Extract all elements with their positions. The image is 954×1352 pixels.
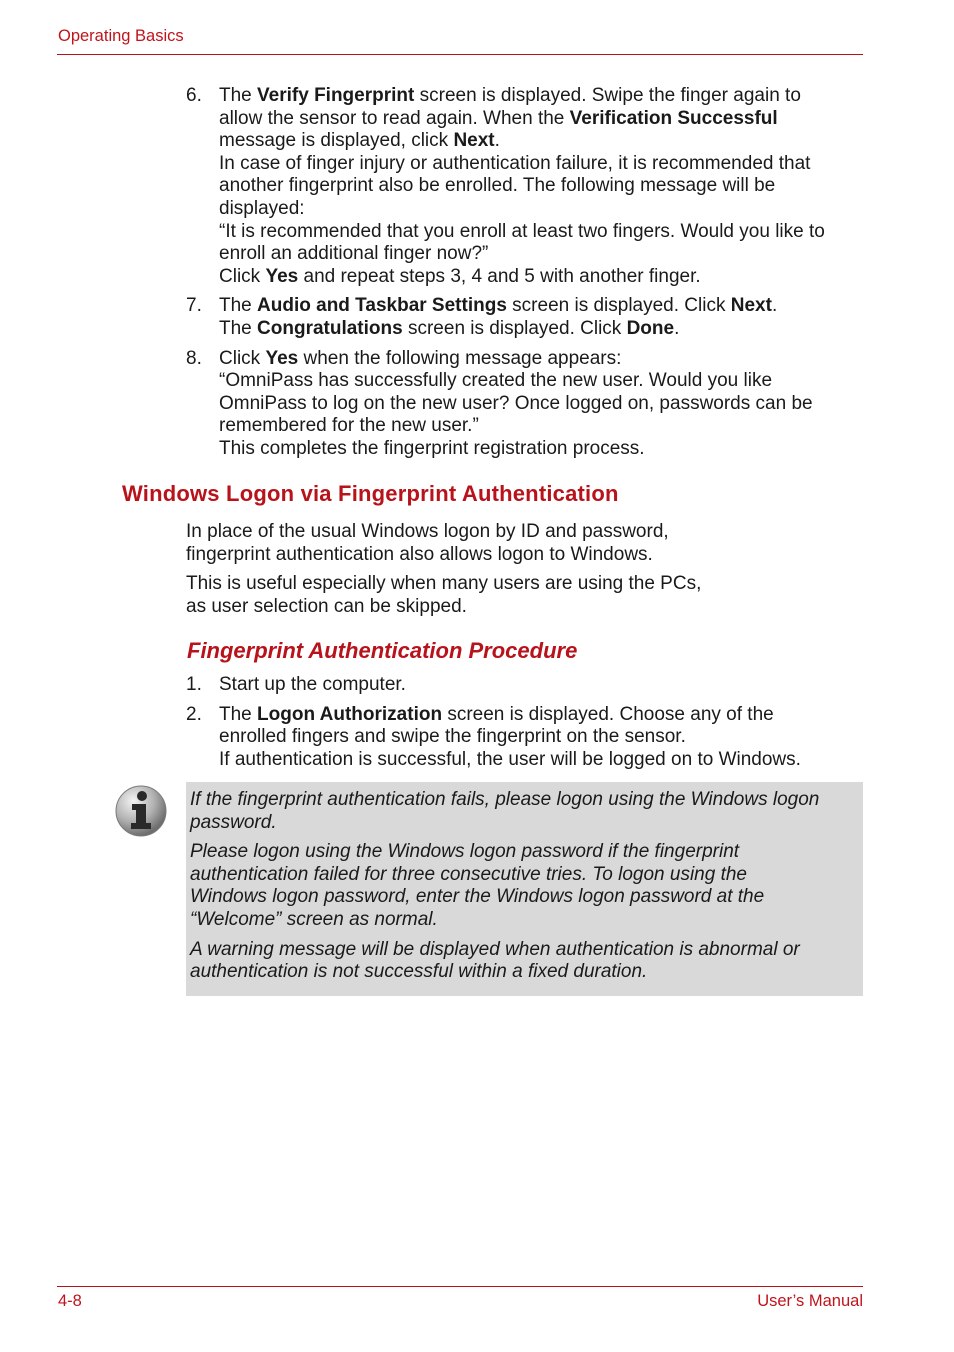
bold-term: Yes: [265, 347, 299, 369]
bold-term: Yes: [265, 265, 299, 287]
bold-term: Next: [453, 130, 495, 152]
paragraph-line: In place of the usual Windows logon by ID and password,: [186, 521, 669, 542]
step-line: The Logon Authorization screen is displayed. Choose any of the: [219, 703, 774, 725]
step-line: message is displayed, click Next.: [219, 130, 500, 152]
numbered-steps-bottom: [186, 674, 866, 778]
step-number: 2.: [186, 703, 202, 725]
step-line: This completes the fingerprint registration process.: [219, 437, 645, 459]
running-header: Operating Basics: [58, 27, 184, 45]
step-number: 8.: [186, 347, 202, 369]
step-line: enroll an additional finger now?”: [219, 243, 489, 265]
bold-term: Verification Successful: [569, 107, 778, 129]
page-number: 4-8: [58, 1292, 82, 1310]
note-line: authentication is not successful within a fixed duration.: [190, 961, 648, 983]
list-item: [186, 295, 866, 340]
note-line: If the fingerprint authentication fails, please logon using the Windows logon: [190, 789, 820, 810]
list-item: [186, 85, 866, 288]
note-line: “Welcome” screen as normal.: [190, 908, 438, 930]
step-line: “It is recommended that you enroll at least two fingers. Would you like to: [219, 220, 825, 242]
header-rule: [57, 54, 863, 55]
note-line: authentication failed for three consecutive tries. To logon using the: [190, 863, 747, 885]
step-line: Click Yes when the following message appears:: [219, 347, 622, 369]
numbered-steps-top: [186, 85, 866, 468]
step-line: If authentication is successful, the user will be logged on to Windows.: [219, 748, 801, 770]
step-line: Start up the computer.: [219, 674, 406, 695]
step-number: 7.: [186, 295, 202, 317]
note-paragraph: [190, 841, 862, 931]
manual-title: User’s Manual: [757, 1292, 863, 1310]
step-line: The Audio and Taskbar Settings screen is displayed. Click Next.: [219, 295, 778, 317]
bold-term: Done: [626, 317, 675, 339]
bold-term: Verify Fingerprint: [257, 85, 415, 106]
note-line: password.: [190, 811, 277, 833]
step-line: In case of finger injury or authentication failure, it is recommended that: [219, 152, 811, 174]
list-item: [186, 704, 866, 772]
note-line: A warning message will be displayed when authentication is abnormal or: [190, 938, 800, 960]
note-paragraph: [190, 939, 862, 984]
note-line: Windows logon password, enter the Windows logon password at the: [190, 886, 765, 908]
step-line: remembered for the new user.”: [219, 415, 479, 437]
footer-rule: [57, 1286, 863, 1287]
info-icon: [114, 784, 168, 838]
step-line: The Verify Fingerprint screen is displayed. Swipe the finger again to: [219, 85, 801, 106]
step-line: displayed:: [219, 197, 305, 219]
note-text: [190, 789, 862, 991]
section-paragraph-2: [186, 573, 866, 618]
paragraph-line: This is useful especially when many users are using the PCs,: [186, 573, 702, 594]
section-paragraph-1: [186, 521, 866, 566]
subsection-heading: Fingerprint Authentication Procedure: [187, 638, 578, 663]
step-line: allow the sensor to read again. When the Verification Successful: [219, 107, 778, 129]
step-line: enrolled fingers and swipe the fingerprint on the sensor.: [219, 726, 686, 748]
bold-term: Audio and Taskbar Settings: [257, 295, 507, 317]
section-heading: Windows Logon via Fingerprint Authentication: [122, 481, 619, 506]
bold-term: Logon Authorization: [257, 703, 443, 725]
bold-term: Next: [730, 295, 772, 317]
step-line: “OmniPass has successfully created the new user. Would you like: [219, 370, 773, 392]
list-item: [186, 348, 866, 461]
list-item: [186, 674, 866, 697]
step-number: 1.: [186, 674, 202, 695]
bold-term: Congratulations: [257, 317, 403, 339]
step-number: 6.: [186, 85, 202, 106]
note-paragraph: [190, 789, 862, 834]
step-line: The Congratulations screen is displayed. Click Done.: [219, 317, 680, 339]
step-line: OmniPass to log on the new user? Once logged on, passwords can be: [219, 392, 813, 414]
paragraph-line: fingerprint authentication also allows logon to Windows.: [186, 543, 653, 565]
step-line: Click Yes and repeat steps 3, 4 and 5 with another finger.: [219, 265, 701, 287]
paragraph-line: as user selection can be skipped.: [186, 595, 467, 617]
step-line: another fingerprint also be enrolled. The following message will be: [219, 175, 776, 197]
note-line: Please logon using the Windows logon password if the fingerprint: [190, 841, 740, 863]
